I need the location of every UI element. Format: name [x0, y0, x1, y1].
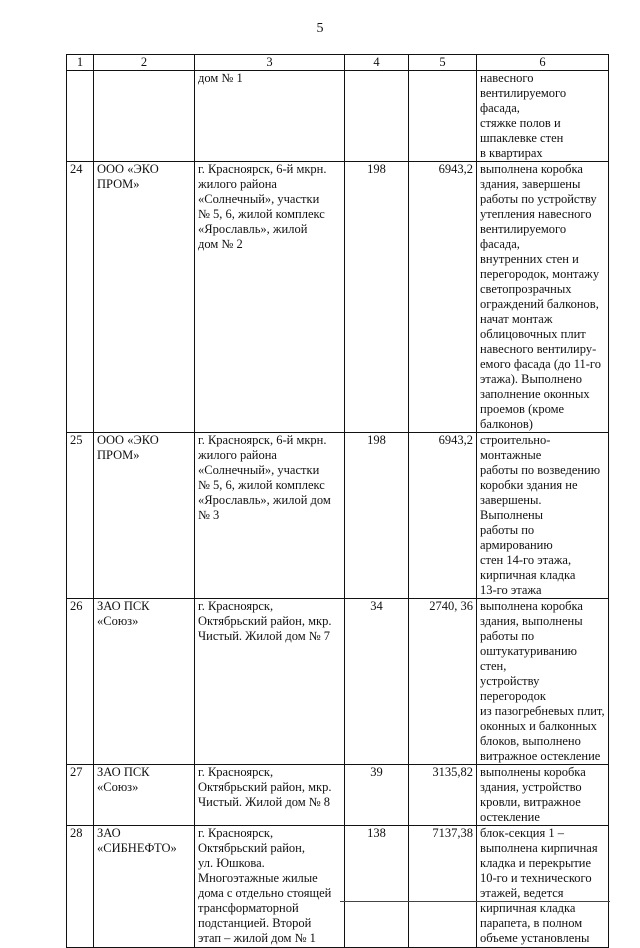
cell-developer: [94, 71, 195, 162]
header-col-5: 5: [409, 55, 477, 71]
cell-num: 28: [67, 826, 94, 948]
cell-status: навесного вентилируемого фасада, стяжке полов и шпаклевке стен в квартирах: [477, 71, 609, 162]
cell-address: г. Красноярск, Октябрьский район, мкр. Чистый. Жилой дом № 8: [195, 765, 345, 826]
page-number: 5: [316, 21, 324, 36]
cell-num: 25: [67, 433, 94, 599]
cell-status: строительно-монтажные работы по возведению коробки здания не завершены. Выполнены работы по армированию стен 14-го этажа, кирпичная кладка 13-го этажа: [477, 433, 609, 599]
cell-status: выполнены коробка здания, устройство кровли, витражное остекление: [477, 765, 609, 826]
table-row: [67, 599, 609, 765]
cell-status: блок-секция 1 – выполнена кирпичная кладка и перекрытие 10-го и технического этажей, ведется кирпичная кладка парапета, в полном объеме установлены: [477, 826, 609, 948]
header-col-2: 2: [94, 55, 195, 71]
header-col-4: 4: [345, 55, 409, 71]
cell-developer: ООО «ЭКО ПРОМ»: [94, 433, 195, 599]
header-row: [67, 55, 609, 71]
cell-num: 26: [67, 599, 94, 765]
cell-area: [409, 71, 477, 162]
cell-developer: ЗАО «СИБНЕФТО»: [94, 826, 195, 948]
header-col-1: 1: [67, 55, 94, 71]
cell-area: 7137,38: [409, 826, 477, 948]
table-row: [67, 433, 609, 599]
cell-developer: ЗАО ПСК «Союз»: [94, 599, 195, 765]
cell-area: 6943,2: [409, 433, 477, 599]
cell-status: выполнена коробка здания, завершены работы по устройству утепления навесного вентилируемого фасада, внутренних стен и перегородок, монтажу светопрозрачных ограждений балконов, начат монтаж облицовочных плит навесного вентилиру- емого фасада (до 11-го этажа). Выполнено заполнение оконных проемов (кроме балконов): [477, 162, 609, 433]
cell-num: [67, 71, 94, 162]
cell-apartments: 39: [345, 765, 409, 826]
cell-num: 27: [67, 765, 94, 826]
cell-address: г. Красноярск, Октябрьский район, мкр. Чистый. Жилой дом № 7: [195, 599, 345, 765]
table-row: [67, 162, 609, 433]
table-row: [67, 826, 609, 948]
cell-area: 2740, 36: [409, 599, 477, 765]
cell-area: 3135,82: [409, 765, 477, 826]
cell-address: дом № 1: [195, 71, 345, 162]
cell-address: г. Красноярск, 6-й мкрн. жилого района «Солнечный», участки № 5, 6, жилой комплекс «Ярославль», жилой дом № 2: [195, 162, 345, 433]
cell-apartments: [345, 71, 409, 162]
table-row: [67, 765, 609, 826]
cell-status: выполнена коробка здания, выполнены работы по оштукатуриванию стен, устройству перегородок из пазогребневых плит, оконных и балконных блоков, выполнено витражное остекление: [477, 599, 609, 765]
cell-address: г. Красноярск, Октябрьский район, ул. Юшкова. Многоэтажные жилые дома с отдельно стоящей трансформаторной подстанцией. Второй этап – жилой дом № 1: [195, 826, 345, 948]
cell-apartments: 198: [345, 433, 409, 599]
cell-developer: ООО «ЭКО ПРОМ»: [94, 162, 195, 433]
table-row-continuation: [67, 71, 609, 162]
cell-apartments: 34: [345, 599, 409, 765]
cell-area: 6943,2: [409, 162, 477, 433]
footer-rule: [340, 901, 610, 902]
construction-registry-table: [66, 54, 609, 948]
cell-developer: ЗАО ПСК «Союз»: [94, 765, 195, 826]
header-col-3: 3: [195, 55, 345, 71]
cell-num: 24: [67, 162, 94, 433]
cell-address: г. Красноярск, 6-й мкрн. жилого района «Солнечный», участки № 5, 6, жилой комплекс «Ярославль», жилой дом № 3: [195, 433, 345, 599]
cell-apartments: 138: [345, 826, 409, 948]
header-col-6: 6: [477, 55, 609, 71]
cell-apartments: 198: [345, 162, 409, 433]
